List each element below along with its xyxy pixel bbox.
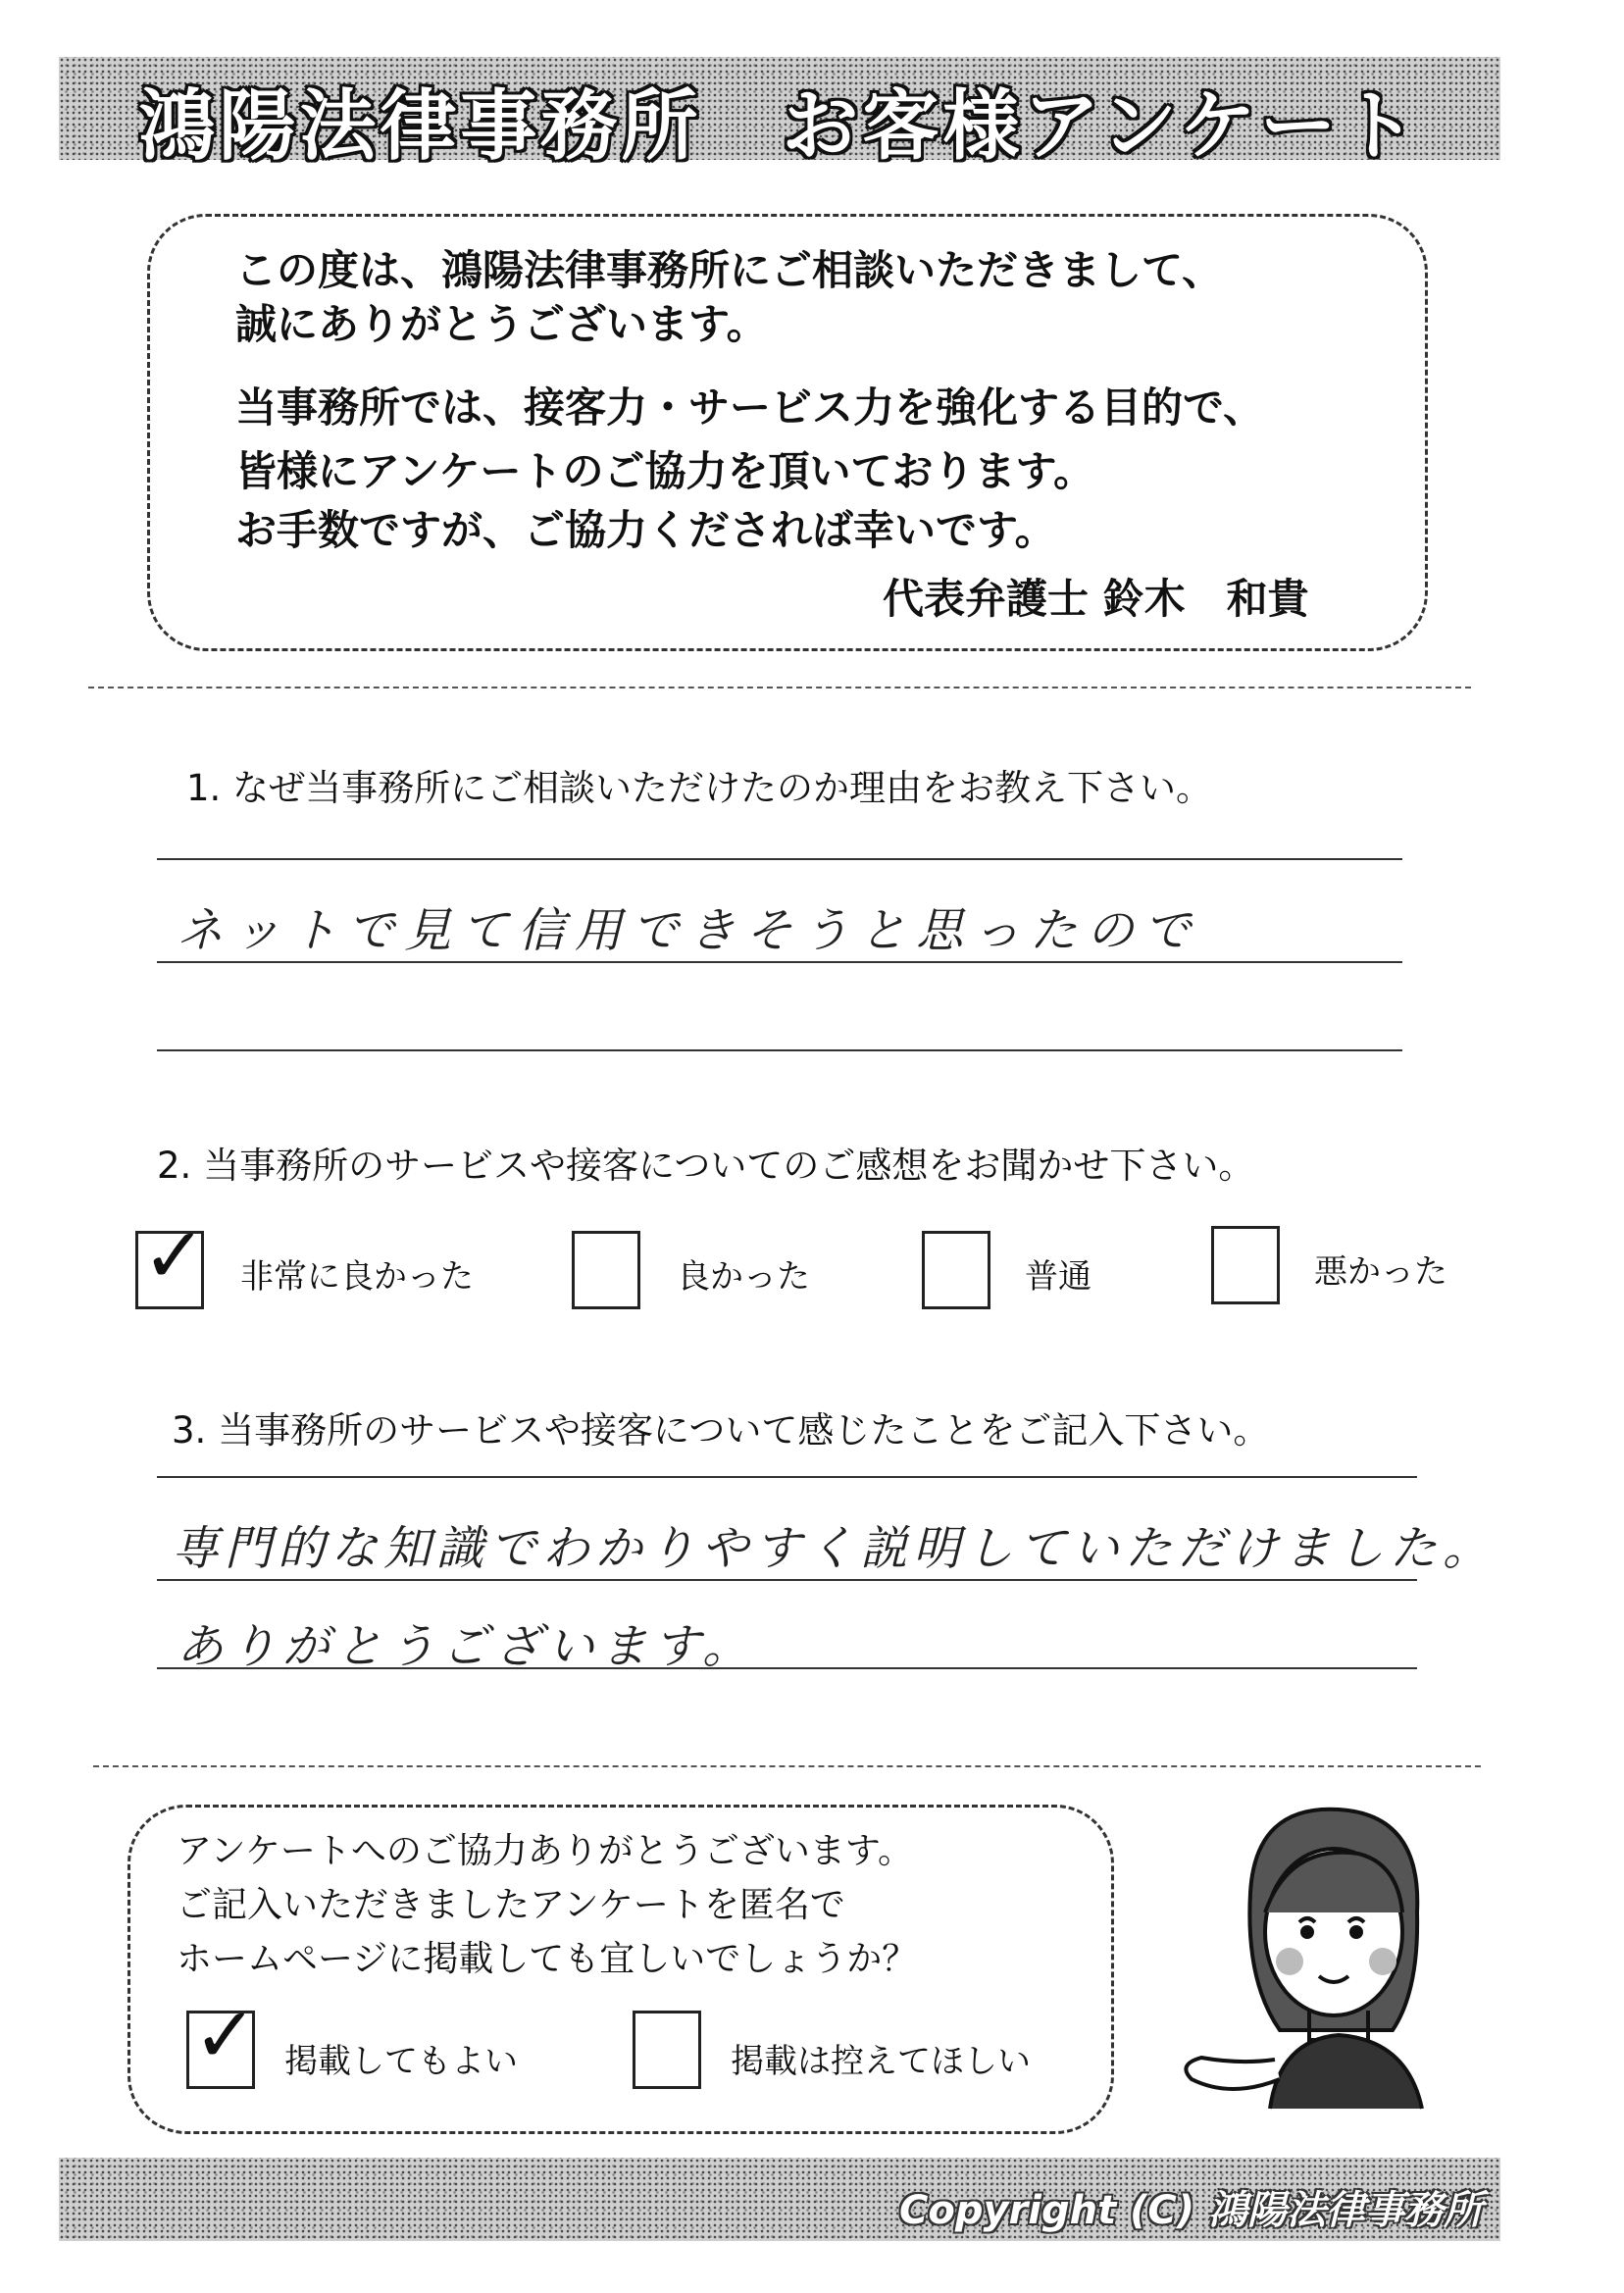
checkbox-publish-no[interactable] [633,2011,701,2089]
signature: 代表弁護士 鈴木 和貴 [883,575,1309,623]
answer-3-line-2: ありがとうございます。 [177,1619,756,1674]
answer-3-line-1: 専門的な知識でわかりやすく説明していただけました。 [172,1521,1497,1576]
answer-1-text: ネットで見て信用できそうと思ったので [177,903,1201,958]
section-divider [93,1765,1481,1767]
checkbox-good[interactable] [572,1231,640,1309]
option-label: 普通 [1025,1257,1091,1297]
option-label: 掲載してもよい [284,2042,518,2081]
answer-line [157,1579,1417,1581]
checkbox-very-good[interactable] [135,1212,207,1309]
greeting-line-5: お手数ですが、ご協力くだされば幸いです。 [235,506,1056,554]
page-title: 鴻陽法律事務所 お客様アンケート [138,82,1421,171]
checkbox-normal[interactable] [922,1231,990,1309]
option-label: 悪かった [1314,1252,1447,1292]
checkbox-publish-ok[interactable] [186,1992,258,2089]
greeting-line-2: 誠にありがとうございます。 [235,300,768,348]
consent-line-3: ホームページに掲載しても宜しいでしょうか？ [177,1939,918,1979]
checkbox-bad[interactable] [1211,1226,1280,1304]
greeting-line-4: 皆様にアンケートのご協力を頂いております。 [235,447,1095,495]
option-label: 掲載は控えてほしい [731,2042,1031,2081]
checkmark-icon: ✓ [193,1992,258,2080]
option-label: 非常に良かった [240,1257,474,1297]
header-banner [59,57,1500,171]
question-2: 2. 当事務所のサービスや接客についてのご感想をお聞かせ下さい。 [157,1145,1255,1187]
footer-banner [59,2158,1500,2241]
answer-line [157,961,1402,963]
woman-illustration-icon [1162,1785,1476,2128]
greeting-line-1: この度は、鴻陽法律事務所にご相談いただきまして、 [235,246,1224,294]
consent-line-1: アンケートへのご協力ありがとうございます。 [177,1831,913,1871]
greeting-line-3: 当事務所では、接客力・サービス力を強化する目的で、 [235,383,1265,432]
consent-line-2: ご記入いただきましたアンケートを匿名で [177,1885,845,1925]
answer-line [157,1476,1417,1478]
checkmark-icon: ✓ [142,1212,207,1300]
answer-line [157,1049,1402,1051]
answer-line [157,1667,1417,1669]
option-label: 良かった [677,1257,810,1297]
copyright-text: Copyright (C) 鴻陽法律事務所 [899,2188,1483,2233]
question-1: 1. なぜ当事務所にご相談いただけたのか理由をお教え下さい。 [186,767,1213,809]
answer-line [157,858,1402,860]
question-3: 3. 当事務所のサービスや接客について感じたことをご記入下さい。 [172,1409,1270,1452]
section-divider [88,687,1471,688]
